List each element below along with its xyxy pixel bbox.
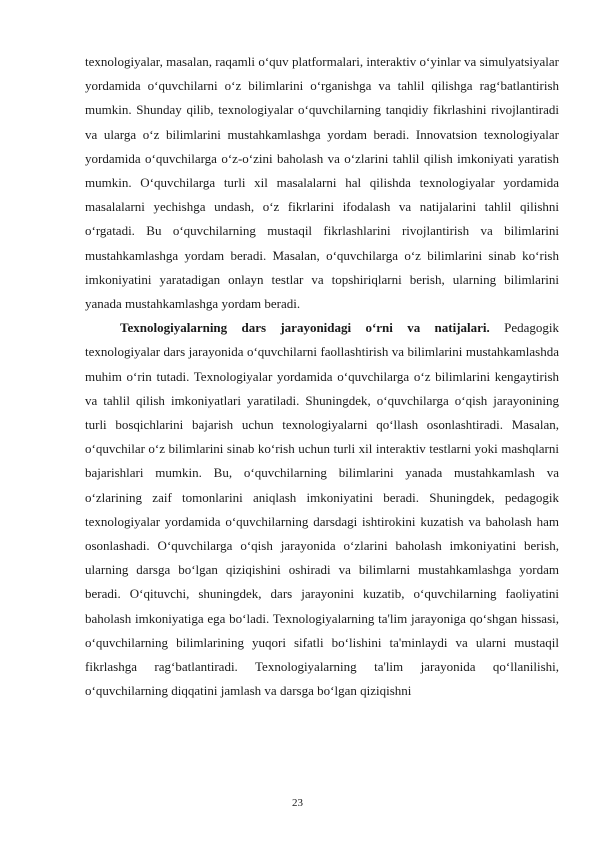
section-paragraph: [85, 316, 559, 703]
body-paragraph: texnologiyalar, masalan, raqamli o‘quv platformalari, interaktiv o‘yinlar va simulyatsiyalar yordamida o‘quvchilarni o‘z bilimlarini o‘rganishga va tahlil qilishga rag‘batlantirish mumkin. Shunday qilib, texnologiyalar o‘quvchilarning tanqidiy fikrlashini rivojlantiradi va ularga o‘z bilimlarini mustahkamlashga yordam beradi. Innovatsion texnologiyalar yordamida o‘quvchilarga o‘z-o‘zini baholash va o‘zlarini tahlil qilish imkoniyati yaratish mumkin. O‘quvchilarga turli xil masalalarni hal qilishda texnologiyalar yordamida masalalarni yechishga undash, o‘z fikrlarini ifodalash va natijalarini tahlil qilishni o‘rgatadi. Bu o‘quvchilarning mustaqil fikrlashlarini rivojlantirish va bilimlarini mustahkamlashga yordam beradi. Masalan, o‘quvchilarga o‘z bilimlarini sinab ko‘rish imkoniyatini yaratadigan onlayn testlar va topshiriqlarni berish, ularning bilimlarini yanada mustahkamlashga yordam beradi.: [85, 54, 559, 312]
section-heading: Texnologiyalarning dars jarayonidagi o‘rni va natijalari.: [120, 320, 490, 336]
section-paragraph-text: Pedagogik texnologiyalar dars jarayonida o‘quvchilarni faollashtirish va bilimlarini mustahkamlashda muhim o‘rin tutadi. Texnologiyalar yordamida o‘quvchilarga o‘z bilimlarini kengaytirish va tahlil qilish imkoniyatlari yaratiladi. Shuningdek, o‘quvchilarga o‘qish jarayonining turli bosqichlarini bajarish uchun texnologiyalarni qo‘llash osonlashtiradi. Masalan, o‘quvchilar o‘z bilimlarini sinab ko‘rish uchun turli xil interaktiv testlarni yoki mashqlarni bajarishlari mumkin. Bu, o‘quvchilarning bilimlarini yanada mustahkamlash va o‘zlarining zaif tomonlarini aniqlash imkoniyatini beradi. Shuningdek, pedagogik texnologiyalar yordamida o‘quvchilarning darsdagi ishtirokini kuzatish va baholash ham osonlashadi. O‘quvchilarga o‘qish jarayonida o‘zlarini baholash imkoniyatini berish, ularning darsga bo‘lgan qiziqishini oshiradi va bilimlarni mustahkamlashga yordam beradi. O‘qituvchi, shuningdek, dars jarayonini kuzatib, o‘quvchilarning faoliyatini baholash imkoniyatiga ega bo‘ladi. Texnologiyalarning ta'lim jarayoniga qo‘shgan hissasi, o‘quvchilarning bilimlarining yuqori sifatli bo‘lishini ta'minlaydi va ularni mustaqil fikrlashga rag‘batlantiradi. Texnologiyalarning ta'lim jarayonida qo‘llanilishi, o‘quvchilarning diqqatini jamlash va darsga bo‘lgan qiziqishni: [85, 320, 559, 699]
page-number: 23: [292, 797, 303, 809]
document-page: [85, 50, 559, 703]
